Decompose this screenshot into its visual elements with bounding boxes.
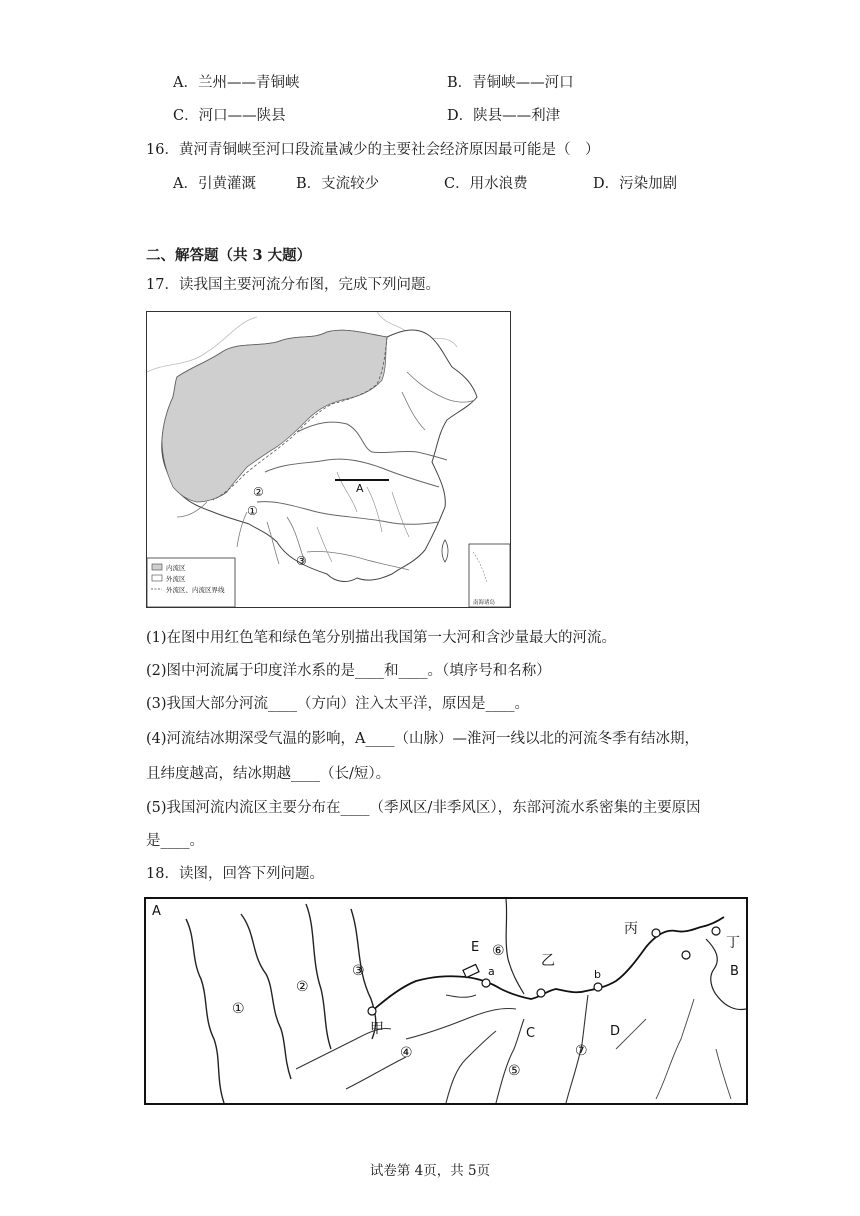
- map2-label-yi: 乙: [541, 953, 555, 969]
- map1-num-3: ③: [296, 554, 307, 568]
- china-rivers-map: [146, 311, 511, 608]
- q18-stem: 18．读图，回答下列问题。: [146, 866, 324, 882]
- map2-num-2: ②: [296, 979, 309, 995]
- map2-label-A: A: [152, 904, 161, 919]
- map2-label-jia: 甲: [370, 1021, 384, 1037]
- map2-label-C: C: [526, 1026, 536, 1041]
- map2-label-D: D: [610, 1024, 621, 1039]
- q16-option-c: C．用水浪费: [444, 176, 528, 192]
- q17-sub1: (1)在图中用红色笔和绿色笔分别描出我国第一大河和含沙量最大的河流。: [146, 630, 617, 646]
- map2-label-bing: 丙: [624, 921, 638, 937]
- yangtze-river-map: [144, 897, 748, 1105]
- q17-sub4-line2: 且纬度越高，结冰期越____（长/短）。: [146, 766, 391, 782]
- q16-option-d: D．污染加剧: [593, 176, 678, 192]
- page-footer: 试卷第 4页，共 5页: [369, 1163, 491, 1179]
- map2-label-ding: 丁: [726, 935, 740, 951]
- section-heading: 二、解答题（共 3 大题）: [146, 247, 312, 264]
- map2-label-a: a: [488, 965, 495, 978]
- map1-inset-label: 南海诸岛: [473, 600, 496, 606]
- china-rivers-map-svg: [147, 312, 510, 607]
- q15-option-c: C．河口——陕县: [173, 108, 286, 124]
- map2-num-7: ⑦: [575, 1043, 588, 1059]
- q17-sub5-line2: 是____。: [146, 833, 204, 849]
- q16-option-a: A．引黄灌溉: [173, 176, 256, 192]
- map2-label-b: b: [594, 968, 601, 981]
- q15-option-d: D．陕县——利津: [447, 108, 561, 124]
- map2-num-6: ⑥: [492, 943, 505, 959]
- map2-label-E: E: [471, 940, 480, 955]
- map1-legend-outflow: 外流区: [166, 575, 186, 583]
- q17-sub4-line1: (4)河流结冰期深受气温的影响，A____（山脉）—淮河一线以北的河流冬季有结冰期，: [146, 731, 700, 747]
- yangtze-river-map-svg: [146, 899, 746, 1103]
- map1-legend-inland: 内流区: [166, 564, 186, 572]
- map2-label-B: B: [730, 964, 739, 979]
- map2-num-1: ①: [232, 1001, 245, 1017]
- q15-option-b: B．青铜峡——河口: [447, 75, 574, 91]
- map2-num-5: ⑤: [508, 1063, 521, 1079]
- map1-label-a: A: [356, 482, 364, 495]
- q17-sub2: (2)图中河流属于印度洋水系的是____和____。（填序号和名称）: [146, 663, 551, 679]
- map2-num-4: ④: [400, 1045, 413, 1061]
- q17-sub5-line1: (5)我国河流内流区主要分布在____（季风区/非季风区），东部河流水系密集的主要原因: [146, 800, 701, 816]
- q16-stem: 16．黄河青铜峡至河口段流量减少的主要社会经济原因最可能是（ ）: [146, 142, 600, 158]
- q17-stem: 17．读我国主要河流分布图，完成下列问题。: [146, 277, 440, 293]
- map1-legend-boundary: 外流区、内流区界线: [166, 586, 225, 594]
- q17-sub3: (3)我国大部分河流____（方向）注入太平洋，原因是____。: [146, 696, 530, 712]
- map1-num-1: ①: [247, 504, 258, 518]
- map1-num-2: ②: [253, 485, 264, 499]
- map2-num-3: ③: [352, 963, 365, 979]
- q16-option-b: B．支流较少: [296, 176, 380, 192]
- q15-option-a: A．兰州——青铜峡: [173, 75, 300, 91]
